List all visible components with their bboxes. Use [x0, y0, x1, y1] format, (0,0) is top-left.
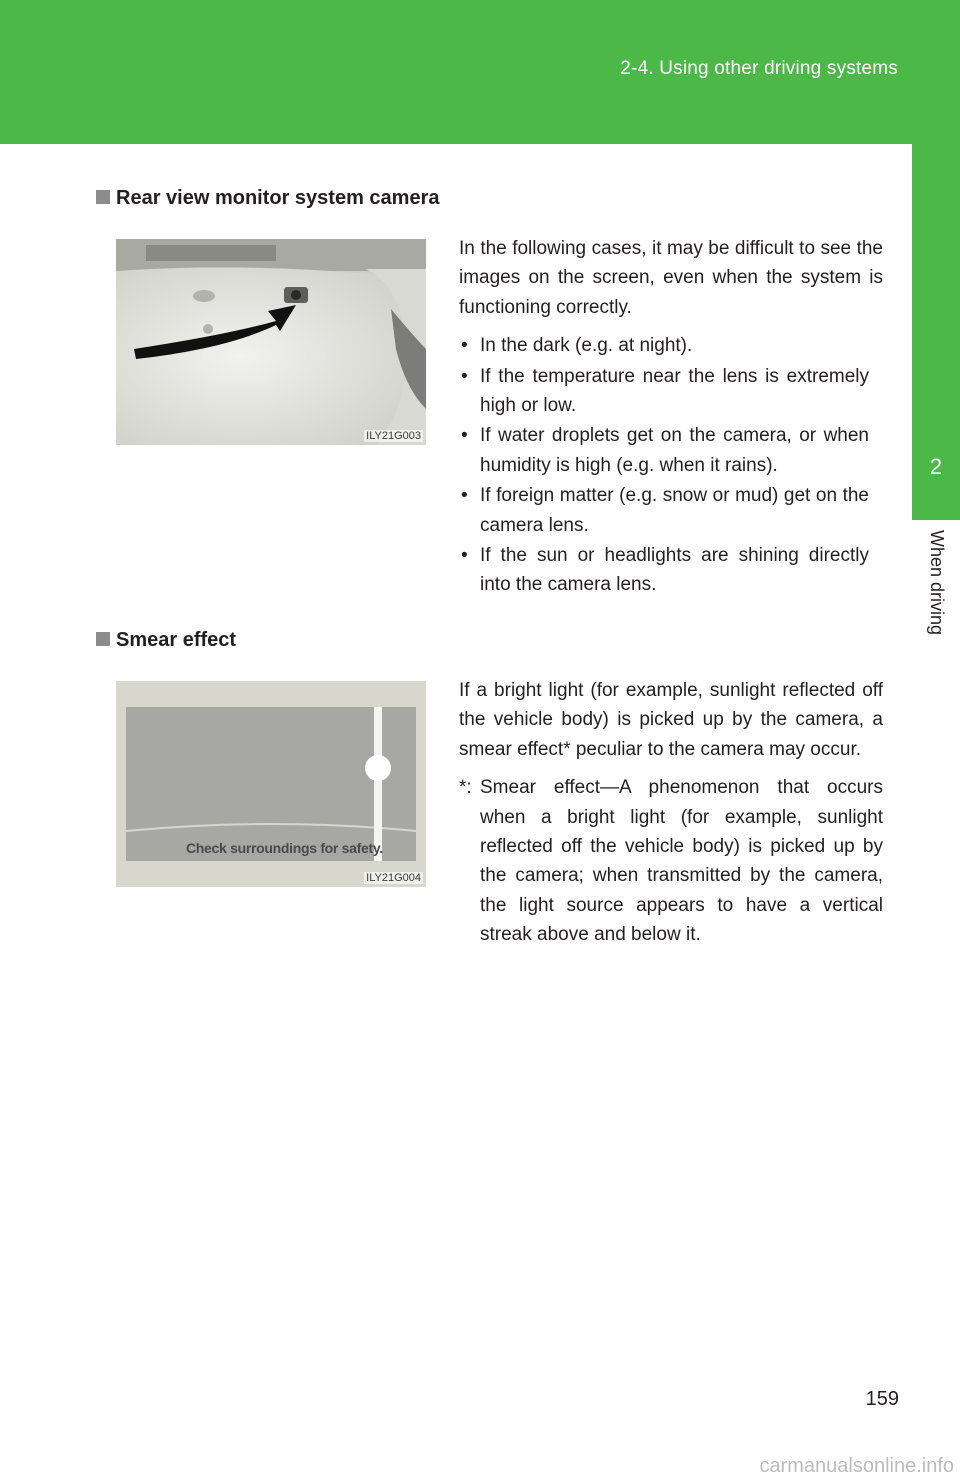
section-heading-text: Smear effect	[116, 629, 237, 651]
camera-text	[459, 234, 883, 601]
smear-footnote	[459, 773, 883, 949]
figure-code: ILY21G004	[366, 872, 421, 884]
watermark: carmanualsonline.info	[759, 1455, 954, 1477]
smear-text	[459, 676, 883, 950]
section-heading-smear	[96, 629, 236, 652]
camera-illustration	[116, 239, 426, 445]
page-number: 159	[865, 1388, 899, 1410]
monitor-screen	[116, 681, 426, 887]
list-item: • In the dark (e.g. at night).	[461, 335, 693, 357]
chapter-label: When driving	[927, 530, 947, 636]
section-heading-camera	[96, 187, 440, 210]
chapter-number: 2	[929, 454, 943, 479]
footnote-text: Smear effect—A phenomenon that occurs when a bright light (for example, sunlight reflected off the vehicle body) is picked up by the camera; when transmitted by the camera, the light source appears to have a vertical streak above and below it.	[480, 777, 883, 946]
header-title: 2-4. Using other driving systems	[620, 58, 898, 79]
section-heading-text: Rear view monitor system camera	[116, 187, 440, 209]
page-header	[0, 0, 960, 144]
camera-photo	[116, 239, 426, 445]
heading-square-icon	[96, 190, 110, 204]
heading-square-icon	[96, 632, 110, 646]
smear-illustration	[116, 681, 426, 887]
list-item: • If the sun or headlights are shining directly into the camera lens.	[461, 545, 869, 596]
monitor-message: Check surroundings for safety.	[186, 840, 383, 856]
footnote-mark: *:	[459, 777, 472, 799]
list-item: • If water droplets get on the camera, or when humidity is high (e.g. when it rains).	[461, 425, 869, 476]
figure-code: ILY21G003	[366, 430, 421, 442]
list-item: • If the temperature near the lens is extremely high or low.	[461, 365, 869, 417]
chapter-tab	[912, 144, 960, 520]
camera-bullet-list	[459, 331, 883, 600]
smear-intro: If a bright light (for example, sunlight reflected off the vehicle body) is picked up by the camera, a smear effect* peculiar to the camera may occur.	[459, 680, 883, 760]
camera-intro: In the following cases, it may be difficult to see the images on the screen, even when the system is functioning correctly.	[459, 238, 883, 318]
list-item: • If foreign matter (e.g. snow or mud) get on the camera lens.	[461, 485, 869, 536]
